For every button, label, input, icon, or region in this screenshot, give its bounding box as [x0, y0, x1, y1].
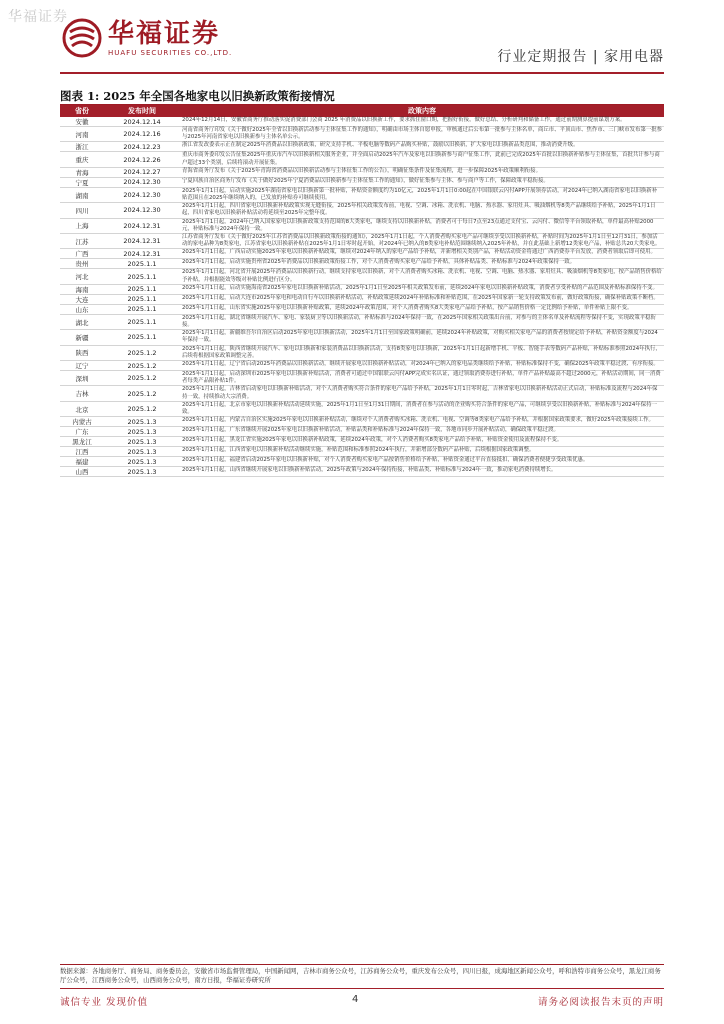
cell-content: 2025年1月1日起，北京市家电以旧换新补贴活动延续实施，2025年1月1日至1月31日期间，消费者在参与活动的企业购买符合条件的家电产品，可继续享受以旧换新补贴，补贴标准与2024年保持一致。 — [180, 402, 664, 416]
cell-province: 江苏 — [75, 237, 89, 246]
cell-date: 2025.1.1 — [127, 285, 157, 294]
cell-date: 2024.12.14 — [123, 117, 161, 126]
table-row — [60, 127, 664, 142]
cell-content: 2025年1月1日起，吉林省启动家电以旧换新补贴活动，对个人消费者购买符合条件的家电产品给予补贴，2025年1月1日零时起，吉林省家电以旧换新补贴活动正式启动，补贴标准及流程与2024年保持一致，持续推动大宗消费。 — [182, 386, 658, 400]
cell-date: 2025.1.1 — [127, 333, 157, 342]
table-row — [60, 168, 664, 178]
cell-date: 2024.12.30 — [123, 178, 161, 187]
cell-content: 2025年1月1日起，福建省启动2025年家电以旧换新补贴，对个人消费者购买家电产品按销售价格给予补贴，补贴资金通过平台直接抵扣，确保消费者便捷享受政策优惠。 — [182, 457, 589, 464]
cell-content: 2024年12月14日，安徽省商务厅推动落实促消费部门会商 2025 年消费品以旧换新工作，要求抓住窗口期，把握好衔接，做好总结、分析研判和储备工作，通过前期测算提前谋划方案。 — [180, 117, 664, 126]
table-row — [60, 234, 664, 249]
cell-date: 2024.12.16 — [123, 130, 161, 139]
table-row — [60, 330, 664, 345]
cell-content: 2025年1月1日起，新疆维吾尔自治区启动2025年家电以旧换新活动，2025年1月1日至国家政策明确前，延续2024年补贴政策，对购买相关家电产品的消费者按规定给予补贴，补贴资金额度与2024年保持一致。 — [182, 330, 658, 344]
policy-table — [60, 104, 664, 477]
cell-date: 2024.12.31 — [123, 249, 161, 258]
cell-province: 河南 — [75, 130, 89, 139]
table-row — [60, 142, 664, 152]
table-row — [60, 152, 664, 167]
table-row — [60, 467, 664, 477]
table-row — [60, 259, 664, 269]
table-row — [60, 417, 664, 427]
table-row — [60, 371, 664, 386]
cell-province: 江西 — [75, 448, 89, 457]
cell-date: 2025.1.3 — [127, 457, 157, 466]
cell-content: 浙江省发改委表示正在制定2025年消费品以旧换新政策，研究支持手机、平板电脑等数码产品购买补贴，鼓励以旧换新，扩大家电以旧换新品类范围，推动消费升级。 — [180, 142, 664, 151]
huafu-logo-icon — [62, 18, 102, 58]
logo-english-name: HUAFU SECURITIES CO.,LTD. — [108, 48, 233, 57]
cell-province: 内蒙古 — [72, 418, 92, 427]
cell-content: 2025年1月1日起，广西启动实施2025年家电以旧换新补贴政策，继续对2024年纳入的家电产品给予补贴，并新增相关类别产品，补贴活动资金将通过广西消费券平台发放，消费者领取后即可使用。 — [180, 249, 664, 258]
table-body — [60, 117, 664, 477]
table-row — [60, 437, 664, 447]
cell-province: 湖北 — [75, 318, 89, 327]
cell-content: 2025年1月1日起，2024年已纳入国家家电以旧换新政策支持范围的8大类家电，继续支持以旧换新补贴，消费者可于每日7点至23点通过支付宝、云闪付、微信等平台领取补贴，单件最高补贴2000元，补贴标准与2024年保持一致。 — [180, 219, 664, 233]
cell-date: 2024.12.23 — [123, 142, 161, 151]
cell-province: 山西 — [75, 468, 89, 477]
cell-date: 2025.1.3 — [127, 447, 157, 456]
cell-content: 2025年1月1日起，启动大连市2025年家电和电动自行车以旧换新补贴活动，补贴政策延续2024年补贴标准和补贴范围，在2025年国家新一轮支持政策发布前，做好政策衔接，确保补贴政策不断档。 — [180, 295, 664, 304]
table-row — [60, 457, 664, 467]
cell-date: 2024.12.26 — [123, 155, 161, 164]
cell-province: 北京 — [75, 405, 89, 414]
cell-content: 2025年1月1日起，四川省家电以旧换新补贴政策实现无缝衔接，2025年相关政策发布前，电视、空调、冰箱、洗衣机、电脑、热水器、家用灶具、吸油烟机等8类产品继续给予补贴，2025年1月1日起，四川省家电以旧换新补贴活动将延续至2025年完整年度。 — [182, 203, 656, 217]
cell-date: 2024.12.31 — [123, 221, 161, 230]
cell-date: 2025.1.3 — [127, 467, 157, 476]
table-row — [60, 427, 664, 437]
table-row — [60, 285, 664, 295]
table-row — [60, 361, 664, 371]
table-row — [60, 295, 664, 305]
cell-province: 安徽 — [75, 118, 89, 126]
cell-content: 2025年1月1日起，山东省实施2025年家电以旧换新补贴政策，延续2024年政策范围，对个人消费者购买8大类家电产品给予补贴，按产品销售价格一定比例给予补贴，单件补贴上限不变。 — [182, 304, 633, 311]
cell-date: 2025.1.2 — [127, 374, 157, 383]
header-date: 发布时间 — [128, 107, 156, 115]
cell-content: 2025年1月1日起，陕西省继续开展汽车、家电以旧换新和家装消费品以旧换新活动，支持8类家电以旧换新，2025年1月1日起新增手机、平板、智能手表等数码产品补贴，补贴标准参照2024年执行，后续将根据国家政策调整完善。 — [180, 346, 664, 360]
cell-date: 2024.12.30 — [123, 191, 161, 200]
cell-content: 重庆市商务委印发公告征集2025年重庆市汽车以旧换新相关服务企业，并全面启动2025年汽车及家电以旧换新参与商户征集工作，此前已完成2025年首批以旧换新补贴参与主体征集，首批共计参与商户超过33个类别，后续将滚动开展征集。 — [182, 152, 660, 166]
page-number: 4 — [352, 994, 359, 1005]
cell-province: 新疆 — [75, 333, 89, 342]
cell-date: 2024.12.31 — [123, 237, 161, 246]
cell-province: 辽宁 — [75, 362, 89, 371]
table-row — [60, 305, 664, 315]
footer-disclaimer: 请务必阅读报告末页的声明 — [537, 997, 664, 1008]
cell-province: 贵州 — [75, 260, 89, 269]
data-source-note: 数据来源：各地商务厅、商务局、商务委员会，安徽省市场监督管理局，中国新闻网，吉林市商务公众号，江苏商务公众号，重庆发布公众号，四川日报，成海地区新闻公众号，呼和浩特市商务公众号，黑龙江商务厅公众号，江西商务公众号，山西商务公众号，南方日报，华福证券研究所 — [60, 964, 664, 985]
cell-content: 2025年1月1日起，江西省家电以旧换新补贴活动继续实施，补贴范围和标准参照2024年执行，并新增部分数码产品补贴，后续根据国家政策调整。 — [180, 447, 664, 456]
cell-date: 2025.1.1 — [127, 318, 157, 327]
cell-province: 浙江 — [75, 143, 89, 152]
cell-date: 2024.12.30 — [123, 206, 161, 215]
cell-content: 青海省商务厅发布《关于2025年青海省消费品以旧换新活动参与主体征集工作的公告》，明确征集条件及征集流程，进一步保障2025年政策顺利衔接。 — [180, 168, 664, 177]
logo-chinese-name: 华福证券 — [108, 18, 221, 49]
cell-content: 2025年1月1日起，内蒙古自治区实施2025年家电以旧换新补贴活动，继续对个人消费者购买冰箱、洗衣机、电视、空调等8类家电产品给予补贴，并根据国家政策要求，做好2025年政策接续工作。 — [182, 417, 654, 424]
cell-province: 海南 — [75, 285, 89, 294]
cell-content: 江苏省商务厅发布《关于做好2025年江苏省消费品以旧换新政策衔接的通知》，2025年1月1日起，个人消费者购买家电产品可继续享受以旧换新补贴，补贴时间为2025年1月1日至12月31日，参加活动的家电品种为8类家电，江苏省家电以旧换新补贴在2025年1月1日零时起开始，对2024年已纳入的8类家电补贴范围继续纳入2025年补贴，并在此基础上新增12类家电产品，补贴总共20大类家电。 — [182, 234, 661, 248]
report-type: 行业定期报告 | 家用电器 — [497, 49, 664, 65]
cell-date: 2025.1.2 — [127, 361, 157, 370]
watermark: 华福证券 — [8, 9, 68, 25]
table-row — [60, 386, 664, 401]
table-header — [60, 105, 664, 117]
table-row — [60, 219, 664, 234]
table-row — [60, 346, 664, 361]
cell-date: 2025.1.1 — [127, 295, 157, 304]
cell-date: 2025.1.1 — [127, 272, 157, 281]
page-header — [0, 0, 724, 82]
table-row — [60, 447, 664, 457]
cell-content: 2025年1月1日起，河北省开展2025年消费品以旧换新行动，继续支持家电以旧换新，对个人消费者购买冰箱、洗衣机、电视、空调、电脑、热水器、家用灶具、吸油烟机等8类家电，按产品销售价格给予补贴，并根据能效等级对补贴比例进行区分。 — [180, 269, 664, 283]
table-row — [60, 402, 664, 417]
cell-date: 2025.1.2 — [127, 348, 157, 357]
table-row — [60, 269, 664, 284]
cell-province: 福建 — [75, 458, 89, 467]
cell-province: 河北 — [75, 273, 89, 282]
cell-province: 陕西 — [75, 349, 89, 358]
cell-province: 山东 — [75, 305, 89, 314]
table-row — [60, 117, 664, 127]
cell-content: 2025年1月1日起，启动实施2025年湖南省家电以旧换新第一批补贴，补贴资金额度约为10亿元，2025年1月1日0:00起在中国银联云闪付APP开展领券活动，对2024年已纳入湖南省家电以旧换新补贴范围且在2025年继续纳入的，已发放的补贴券可继续使用。 — [180, 188, 664, 202]
cell-content: 2025年1月1日起，启动实施海南省2025年家电以旧换新补贴活动，2025年1月1日至2025年相关政策发布前，延续2024年家电以旧换新补贴政策，消费者享受补贴的产品范围及补贴标准保持不变。 — [182, 284, 658, 291]
table-row — [60, 178, 664, 188]
cell-content: 2025年1月1日起，湖北省继续开展汽车、家电、家装厨卫等以旧换新活动，补贴标准与2024年保持一致，在2025年国家相关政策出台前，对参与的主体名单及补贴流程等保持不变，实现政策平稳衔接。 — [180, 315, 664, 329]
cell-date: 2025.1.3 — [127, 417, 157, 426]
cell-date: 2025.1.2 — [127, 405, 157, 414]
cell-province: 四川 — [75, 206, 89, 215]
header-province: 省份 — [75, 107, 89, 115]
cell-province: 上海 — [75, 222, 89, 231]
cell-province: 湖南 — [75, 191, 89, 200]
cell-content: 2025年1月1日起，黑龙江省实施2025年家电以旧换新补贴政策，延续2024年政策，对个人消费者购买8类家电产品给予补贴，补贴资金使用及流程保持不变。 — [182, 437, 563, 444]
cell-province: 深圳 — [75, 374, 89, 383]
cell-date: 2025.1.1 — [127, 305, 157, 314]
cell-province: 重庆 — [75, 156, 89, 165]
cell-content: 2025年1月1日起，广东省继续开展2025年家电以旧换新补贴活动，补贴品类和补贴标准与2024年保持一致，各地市同步开展补贴活动，确保政策平稳过渡。 — [180, 427, 664, 436]
company-logo — [62, 18, 232, 58]
table-row — [60, 315, 664, 330]
cell-date: 2025.1.3 — [127, 437, 157, 446]
cell-province: 宁夏 — [75, 178, 89, 187]
cell-province: 青海 — [75, 168, 89, 177]
cell-date: 2024.12.27 — [123, 168, 161, 177]
cell-content: 河南省商务厅印发《关于做好2025年全省以旧换新活动参与主体征集工作的通知》，明确由市场主体自愿申报，审核通过后公布第一批参与主体名单，商丘市、平顶山市、焦作市、三门峡市发布第一批参与2025年河南省家电以旧换新参与主体名单公示。 — [182, 127, 663, 141]
cell-province: 大连 — [75, 295, 89, 304]
footer-slogan: 诚信专业 发现价值 — [60, 997, 149, 1008]
cell-content: 2025年1月1日起，启动深圳市2025年家电以旧换新补贴活动，消费者可通过中国银联云闪付APP完成实名认证，通过领取消费券进行补贴，单件产品补贴最高不超过2000元，补贴活动期间，同一消费者每类产品限补贴1件。 — [180, 371, 664, 385]
cell-content: 宁夏回族自治区商务厅发布《关于做好2025年宁夏消费品以旧换新参与主体征集工作的通知》，做好征集参与主体、参与商户等工作，保障政策平稳衔接。 — [182, 177, 549, 184]
table-row — [60, 188, 664, 203]
cell-province: 黑龙江 — [72, 438, 92, 447]
footer-divider — [60, 988, 664, 989]
header-divider — [60, 72, 664, 74]
cell-province: 广西 — [75, 250, 89, 259]
cell-date: 2025.1.3 — [127, 427, 157, 436]
cell-province: 广东 — [75, 428, 89, 437]
cell-date: 2025.1.2 — [127, 389, 157, 398]
figure-title: 图表 1: 2025 年全国各地家电以旧换新政策衔接情况 — [60, 89, 335, 103]
table-row — [60, 249, 664, 259]
table-row — [60, 203, 664, 218]
cell-content: 2025年1月1日起，辽宁省启动2025年消费品以旧换新活动，继续开展家电以旧换新补贴活动，对2024年已纳入的家电品类继续给予补贴，补贴标准保持不变，确保2025年政策平稳过渡、有序衔接。 — [182, 361, 659, 368]
cell-content: 2025年1月1日起，启动实施贵州省2025年消费品以旧换新政策衔接工作，对个人消费者购买家电产品给予补贴，具体补贴品类、补贴标准与2024年政策保持一致。 — [182, 259, 576, 266]
cell-date: 2025.1.1 — [127, 259, 157, 268]
header-content: 政策内容 — [408, 107, 436, 115]
cell-content: 2025年1月1日起，山西省继续开展家电以旧换新补贴活动，2025年政策与2024年保持衔接，补贴品类、补贴标准与2024年一致，推动家电消费持续增长。 — [180, 467, 664, 476]
cell-province: 吉林 — [75, 390, 89, 399]
